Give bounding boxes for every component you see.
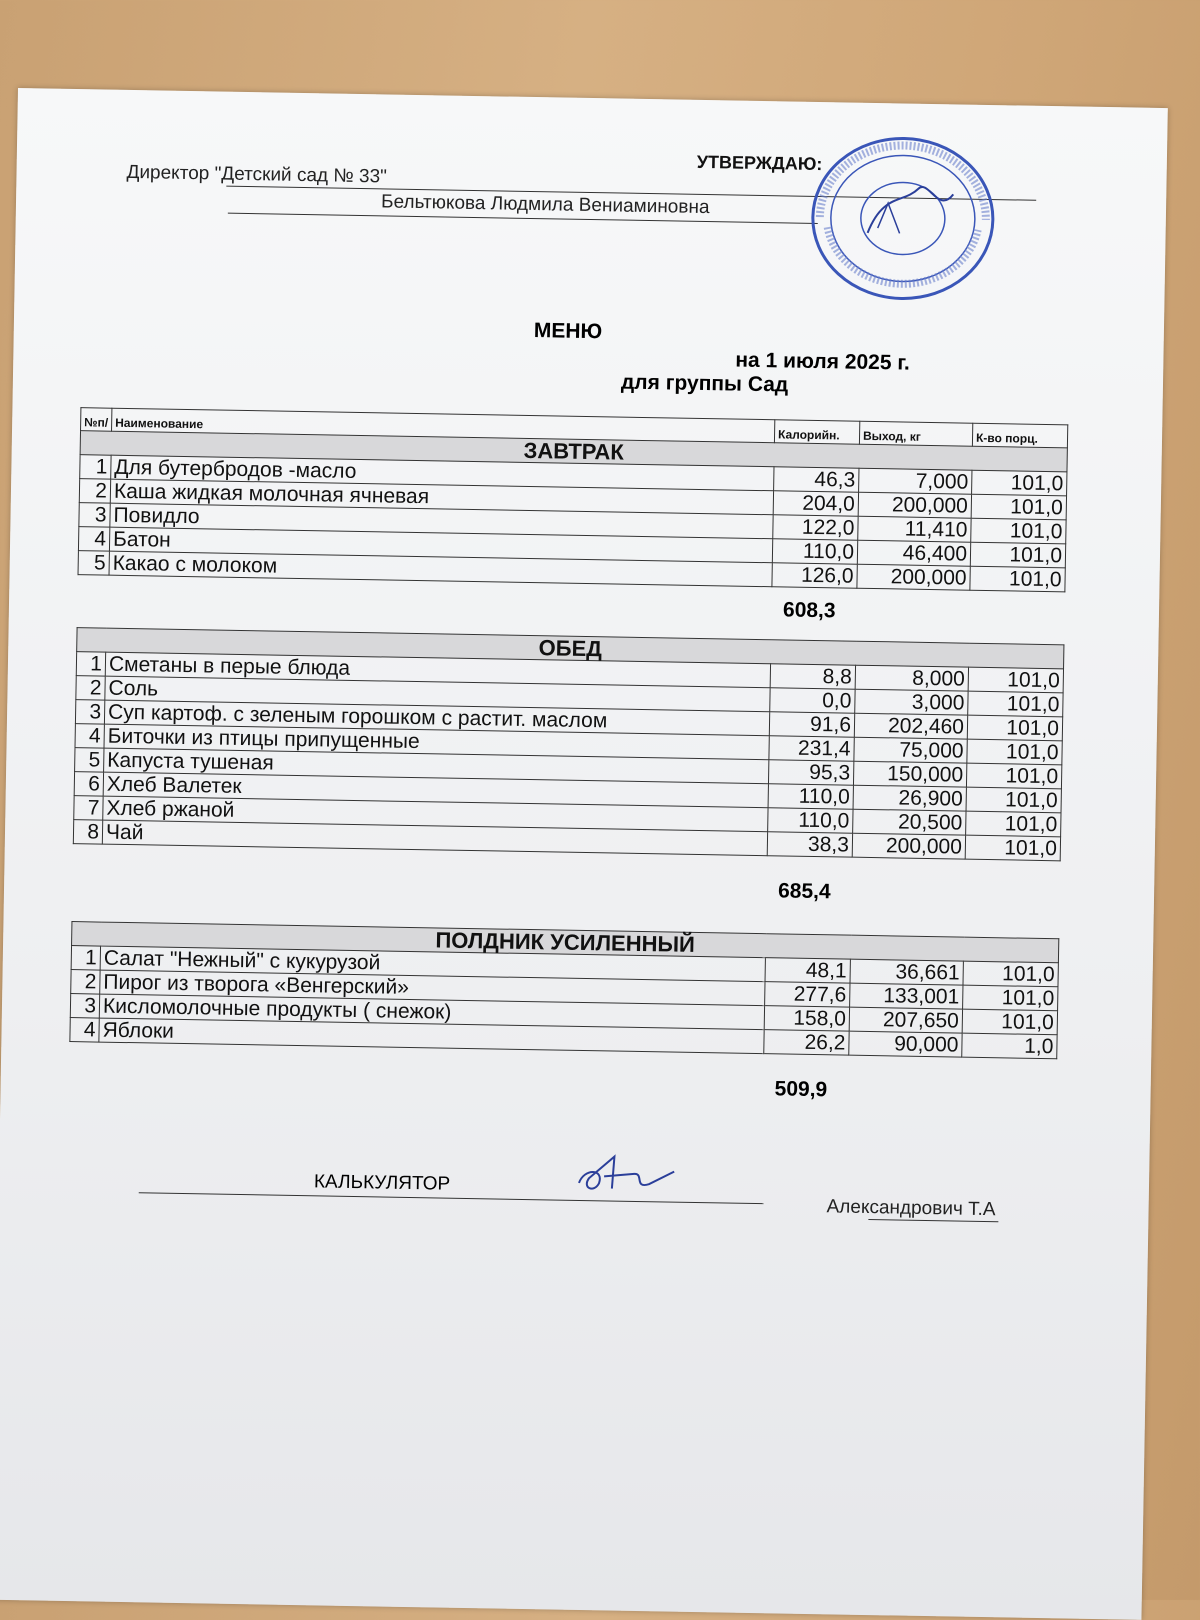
calories-value: 158,0: [764, 1006, 849, 1031]
dish-name: Соль: [105, 676, 770, 712]
portions-value: 101,0: [962, 1009, 1057, 1035]
calories-value: 110,0: [768, 808, 853, 833]
portions-value: 101,0: [971, 518, 1066, 544]
output-value: 207,650: [849, 1007, 962, 1033]
row-number: 7: [74, 796, 103, 821]
col-num-header: №п/: [81, 408, 112, 432]
snack-section-title: ПОЛДНИК УСИЛЕННЫЙ: [72, 922, 1059, 963]
dish-name: Хлеб Валетек: [103, 772, 768, 808]
calories-value: 91,6: [769, 712, 854, 737]
breakfast-rows: [78, 455, 1067, 592]
breakfast-section-title: ЗАВТРАК: [80, 431, 1067, 472]
calories-value: 110,0: [772, 539, 857, 564]
row-number: 1: [76, 652, 105, 677]
portions-value: 101,0: [965, 835, 1060, 861]
dish-name: Яблоки: [99, 1018, 764, 1054]
portions-value: 101,0: [963, 985, 1058, 1011]
dish-name: Кисломолочные продукты ( снежок): [99, 994, 764, 1030]
row-number: 5: [75, 748, 104, 773]
row-number: 6: [74, 772, 103, 797]
document-title: МЕНЮ: [533, 319, 603, 344]
row-number: 2: [76, 676, 105, 701]
calories-value: 48,1: [765, 958, 850, 983]
portions-value: 1,0: [962, 1033, 1057, 1059]
portions-value: 101,0: [967, 739, 1062, 765]
output-value: 3,000: [855, 689, 968, 715]
row-number: 2: [71, 970, 100, 995]
dish-name: Сметаны в перые блюда: [105, 652, 770, 688]
calculator-signature: [574, 1148, 685, 1200]
calories-value: 231,4: [769, 736, 854, 761]
calories-value: 277,6: [765, 982, 850, 1007]
dish-name: Для бутербродов -масло: [111, 455, 774, 491]
row-number: 5: [78, 551, 109, 576]
calories-value: 46,3: [774, 467, 859, 492]
breakfast-table: [78, 407, 1069, 592]
output-value: 200,000: [852, 833, 965, 859]
calories-value: 204,0: [773, 491, 858, 516]
output-value: 11,410: [858, 516, 971, 542]
output-value: 133,001: [850, 983, 963, 1009]
dish-name: Капуста тушеная: [104, 748, 769, 784]
menu-document: [0, 88, 1168, 1620]
dish-name: Биточки из птицы припущенные: [104, 724, 769, 760]
snack-rows: [70, 946, 1059, 1059]
row-number: 1: [80, 455, 111, 480]
portions-value: 101,0: [970, 542, 1065, 568]
official-stamp: [806, 132, 999, 305]
dish-name: Повидло: [110, 503, 773, 539]
dish-name: Какао с молоком: [109, 551, 772, 587]
row-number: 1: [71, 946, 100, 971]
lunch-rows: [73, 652, 1063, 861]
output-value: 8,000: [855, 665, 968, 691]
portions-value: 101,0: [966, 811, 1061, 837]
lunch-table: [73, 627, 1065, 861]
output-value: 90,000: [849, 1031, 962, 1057]
dish-name: Хлеб ржаной: [103, 796, 768, 832]
calories-value: 8,8: [770, 664, 855, 689]
output-value: 150,000: [853, 761, 966, 787]
dish-name: Пирог из творога «Венгерский»: [100, 970, 765, 1006]
col-name-header: Наименование: [111, 408, 774, 443]
calories-value: 0,0: [770, 688, 855, 713]
portions-value: 101,0: [968, 691, 1063, 717]
portions-value: 101,0: [971, 494, 1066, 520]
row-number: 8: [73, 820, 102, 845]
row-number: 3: [79, 503, 110, 528]
row-number: 4: [75, 724, 104, 749]
output-value: 36,661: [850, 959, 963, 985]
dish-name: Чай: [102, 820, 767, 856]
output-value: 46,400: [857, 540, 970, 566]
calories-value: 38,3: [767, 832, 852, 857]
calories-value: 110,0: [768, 784, 853, 809]
portions-value: 101,0: [963, 961, 1058, 987]
portions-value: 101,0: [966, 787, 1061, 813]
output-value: 26,900: [853, 785, 966, 811]
row-number: 3: [70, 994, 99, 1019]
output-value: 75,000: [854, 737, 967, 763]
portions-value: 101,0: [968, 667, 1063, 693]
dish-name: Суп картоф. с зеленым горошком с растит. маслом: [104, 700, 769, 736]
portions-value: 101,0: [967, 715, 1062, 741]
col-cal-header: Калорийн.: [774, 420, 859, 444]
snack-table: [69, 921, 1059, 1059]
calories-value: 122,0: [773, 515, 858, 540]
calories-value: 126,0: [772, 563, 857, 588]
lunch-section-title: ОБЕД: [77, 628, 1064, 669]
row-number: 4: [78, 527, 109, 552]
portions-value: 101,0: [972, 470, 1067, 496]
dish-name: Каша жидкая молочная ячневая: [110, 479, 773, 515]
director-name: Бельтюкова Людмила Вениаминовна: [380, 191, 710, 219]
breakfast-total: 608,3: [782, 598, 836, 623]
output-value: 200,000: [858, 492, 971, 518]
col-out-header: Выход, кг: [859, 421, 972, 446]
lunch-total: 685,4: [777, 879, 831, 904]
dish-name: Батон: [109, 527, 772, 563]
menu-group: для группы Сад: [620, 370, 789, 397]
director-title: Директор "Детский сад № 33": [126, 161, 388, 188]
snack-total: 509,9: [774, 1077, 828, 1102]
output-value: 20,500: [853, 809, 966, 835]
approve-heading: УТВЕРЖДАЮ:: [696, 151, 823, 175]
portions-value: 101,0: [966, 763, 1061, 789]
menu-date: на 1 июля 2025 г.: [735, 348, 911, 375]
col-qty-header: К-во порц.: [972, 423, 1067, 448]
portions-value: 101,0: [970, 566, 1065, 592]
calculator-label: КАЛЬКУЛЯТОР: [313, 1171, 451, 1195]
row-number: 3: [75, 700, 104, 725]
row-number: 4: [70, 1018, 99, 1043]
dish-name: Салат "Нежный" с кукурузой: [100, 946, 765, 982]
output-value: 200,000: [857, 564, 970, 590]
row-number: 2: [79, 479, 110, 504]
output-value: 7,000: [859, 468, 972, 494]
output-value: 202,460: [854, 713, 967, 739]
calories-value: 26,2: [764, 1030, 849, 1055]
calculator-name: Александрович Т.А: [826, 1196, 996, 1221]
calories-value: 95,3: [768, 760, 853, 785]
